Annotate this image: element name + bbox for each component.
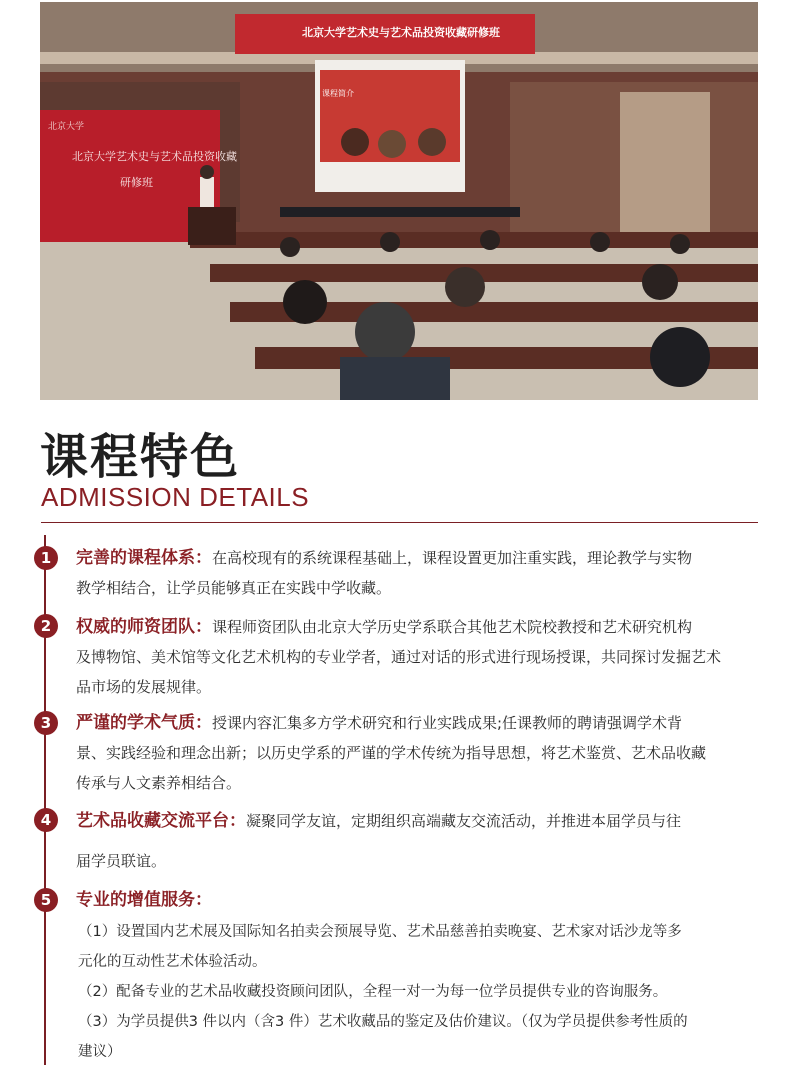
section-title: 课程特色 xyxy=(40,429,241,485)
feature-title-3: 严谨的学术气质： xyxy=(76,713,212,733)
section-subtitle: ADMISSION DETAILS xyxy=(41,482,310,512)
feature-text: 景、实践经验和理念出新；以历史学系的严谨的学术传统为指导思想，将艺术鉴赏、艺术品收藏 xyxy=(76,744,707,762)
feature-text: 届学员联谊。 xyxy=(76,852,167,870)
feature-subitem: 建议） xyxy=(78,1044,122,1060)
heading-divider xyxy=(41,522,758,523)
photo-banner-text: 北京大学艺术史与艺术品投资收藏研修班 xyxy=(302,26,500,39)
feature-text: 在高校现有的系统课程基础上，课程设置更加注重实践，理论教学与实物 xyxy=(212,549,693,567)
seminar-photo-illustration xyxy=(40,2,758,400)
feature-title-5: 专业的增值服务： xyxy=(76,890,212,910)
photo-backdrop-line-1: 北京大学艺术史与艺术品投资收藏 xyxy=(72,150,237,163)
photo-screen-title: 课程简介 xyxy=(322,89,354,98)
feature-text: 教学相结合，让学员能够真正在实践中学收藏。 xyxy=(76,579,392,597)
feature-number-3: 3 xyxy=(34,711,58,735)
feature-item-2 xyxy=(76,612,766,702)
feature-subitem: （3）为学员提供3 件以内（含3 件）艺术收藏品的鉴定及估价建议。（仅为学员提供参考性质的 xyxy=(78,1014,688,1030)
feature-number-2: 2 xyxy=(34,614,58,638)
feature-text: 授课内容汇集多方学术研究和行业实践成果;任课教师的聘请强调学术背 xyxy=(212,714,683,732)
feature-item-5-details xyxy=(78,917,768,1067)
feature-number-1: 1 xyxy=(34,546,58,570)
feature-number-4: 4 xyxy=(34,808,58,832)
feature-title-1: 完善的课程体系： xyxy=(76,548,212,568)
feature-title-4: 艺术品收藏交流平台： xyxy=(76,811,246,831)
feature-subitem: （1）设置国内艺术展及国际知名拍卖会预展导览、艺术品慈善拍卖晚宴、艺术家对话沙龙等多 xyxy=(78,924,682,940)
feature-text: 凝聚同学友谊，定期组织高端藏友交流活动，并推进本届学员与往 xyxy=(246,812,682,830)
seminar-photo xyxy=(40,2,758,400)
feature-item-4 xyxy=(76,806,766,876)
feature-text: 传承与人文素养相结合。 xyxy=(76,774,242,792)
photo-backdrop-logo: 北京大学 xyxy=(48,122,85,132)
feature-item-1 xyxy=(76,543,766,603)
feature-item-5 xyxy=(76,885,766,915)
feature-text: 课程师资团队由北京大学历史学系联合其他艺术院校教授和艺术研究机构 xyxy=(212,618,693,636)
feature-subitem: （2）配备专业的艺术品收藏投资顾问团队，全程一对一为每一位学员提供专业的咨询服务。 xyxy=(78,984,668,1000)
feature-text: 及博物馆、美术馆等文化艺术机构的专业学者，通过对话的形式进行现场授课，共同探讨发掘艺术 xyxy=(76,648,722,666)
feature-item-3 xyxy=(76,708,766,798)
feature-title-2: 权威的师资团队： xyxy=(76,617,212,637)
feature-text: 品市场的发展规律。 xyxy=(76,678,212,696)
feature-subitem: 元化的互动性艺术体验活动。 xyxy=(78,954,267,970)
feature-number-5: 5 xyxy=(34,888,58,912)
photo-backdrop-line-2: 研修班 xyxy=(120,176,153,189)
